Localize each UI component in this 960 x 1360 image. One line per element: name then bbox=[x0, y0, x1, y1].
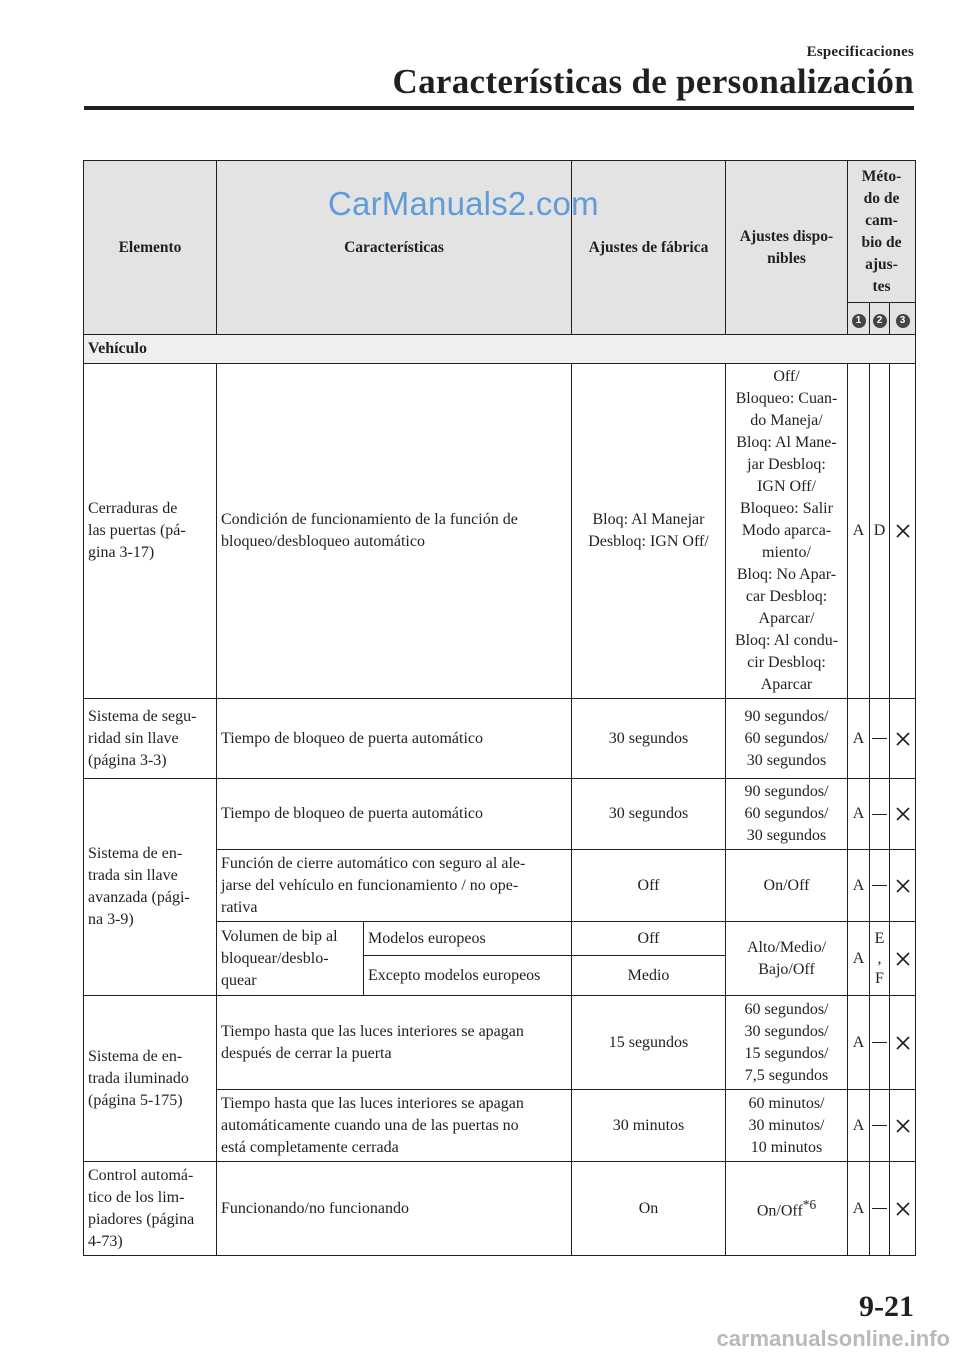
method-1-cell: A bbox=[848, 850, 870, 922]
item-cell: Sistema de segu- ridad sin llave (página 3-3) bbox=[84, 699, 217, 779]
factory-cell: Off bbox=[572, 922, 726, 956]
x-mark-icon bbox=[896, 1119, 910, 1133]
method-2-cell bbox=[870, 699, 890, 779]
page-number: 9-21 bbox=[859, 1290, 914, 1323]
method-2-cell bbox=[870, 1162, 890, 1256]
method-3-cell bbox=[890, 922, 916, 996]
feature-cell: Volumen de bip al bloquear/desblo- quear bbox=[217, 922, 364, 996]
footer-watermark: carmanualsonline.info bbox=[716, 1326, 950, 1351]
subfeature-cell: Modelos europeos bbox=[364, 922, 572, 956]
x-mark-icon bbox=[896, 732, 910, 746]
table-row bbox=[84, 779, 916, 850]
dash-icon bbox=[872, 1125, 887, 1126]
subfeature-cell: Excepto modelos europeos bbox=[364, 956, 572, 996]
method-3-cell bbox=[890, 779, 916, 850]
method-3-cell bbox=[890, 699, 916, 779]
method-1-cell: A bbox=[848, 1090, 870, 1162]
method-3-header bbox=[890, 303, 916, 335]
available-cell: 90 segundos/ 60 segundos/ 30 segundos bbox=[726, 779, 848, 850]
method-3-cell bbox=[890, 850, 916, 922]
available-cell: On/Off bbox=[726, 850, 848, 922]
title-rule bbox=[84, 106, 914, 110]
factory-cell: Off bbox=[572, 850, 726, 922]
method-3-icon: 3 bbox=[896, 314, 910, 328]
method-2-cell bbox=[870, 1090, 890, 1162]
section-label: Especificaciones bbox=[806, 44, 914, 60]
method-1-header bbox=[848, 303, 870, 335]
header-caracteristicas: Características bbox=[217, 161, 572, 335]
factory-cell: 30 segundos bbox=[572, 699, 726, 779]
x-mark-icon bbox=[896, 524, 910, 538]
method-1-cell: A bbox=[848, 364, 870, 699]
method-3-cell bbox=[890, 364, 916, 699]
section-vehiculo: Vehículo bbox=[84, 335, 916, 364]
x-mark-icon bbox=[896, 1202, 910, 1216]
method-1-cell: A bbox=[848, 779, 870, 850]
method-3-cell bbox=[890, 1162, 916, 1256]
feature-cell: Función de cierre automático con seguro al ale- jarse del vehículo en funcionamiento / no ope- rativa bbox=[217, 850, 572, 922]
method-1-icon: 1 bbox=[852, 314, 866, 328]
feature-cell: Tiempo de bloqueo de puerta automático bbox=[217, 779, 572, 850]
table-row bbox=[84, 996, 916, 1090]
method-1-cell: A bbox=[848, 996, 870, 1090]
table-row bbox=[84, 1162, 916, 1256]
item-cell: Sistema de en- trada iluminado (página 5-175) bbox=[84, 996, 217, 1162]
feature-cell: Funcionando/no funcionando bbox=[217, 1162, 572, 1256]
method-2-icon: 2 bbox=[873, 314, 887, 328]
available-cell: On/Off$^{*6}$ bbox=[726, 1162, 848, 1256]
item-cell: Cerraduras de las puertas (pá- gina 3-17) bbox=[84, 364, 217, 699]
header-ajustes-fabrica: Ajustes de fábrica bbox=[572, 161, 726, 335]
x-mark-icon bbox=[896, 879, 910, 893]
factory-cell: Medio bbox=[572, 956, 726, 996]
dash-icon bbox=[872, 814, 887, 815]
x-mark-icon bbox=[896, 952, 910, 966]
header-elemento: Elemento bbox=[84, 161, 217, 335]
feature-cell: Condición de funcionamiento de la función de bloqueo/desbloqueo automático bbox=[217, 364, 572, 699]
feature-cell: Tiempo de bloqueo de puerta automático bbox=[217, 699, 572, 779]
method-2-cell bbox=[870, 850, 890, 922]
factory-cell: 15 segundos bbox=[572, 996, 726, 1090]
method-2-cell bbox=[870, 779, 890, 850]
x-mark-icon bbox=[896, 1036, 910, 1050]
dash-icon bbox=[872, 738, 887, 739]
factory-cell: 30 minutos bbox=[572, 1090, 726, 1162]
method-1-cell: A bbox=[848, 1162, 870, 1256]
method-2-header bbox=[870, 303, 890, 335]
feature-cell: Tiempo hasta que las luces interiores se apagan después de cerrar la puerta bbox=[217, 996, 572, 1090]
method-2-cell: D bbox=[870, 364, 890, 699]
customization-table bbox=[83, 160, 916, 1256]
dash-icon bbox=[872, 1042, 887, 1043]
factory-cell: Bloq: Al Manejar Desbloq: IGN Off/ bbox=[572, 364, 726, 699]
feature-cell: Tiempo hasta que las luces interiores se apagan automáticamente cuando una de las puertas no está completamente cerrada bbox=[217, 1090, 572, 1162]
available-cell: 90 segundos/ 60 segundos/ 30 segundos bbox=[726, 699, 848, 779]
method-1-cell: A bbox=[848, 922, 870, 996]
watermark: CarManuals2.com bbox=[328, 185, 599, 222]
dash-icon bbox=[872, 1208, 887, 1209]
method-3-cell bbox=[890, 1090, 916, 1162]
footnote-ref: *6 bbox=[802, 1197, 817, 1213]
item-cell: Sistema de en- trada sin llave avanzada (pági- na 3-9) bbox=[84, 779, 217, 996]
method-2-cell bbox=[870, 996, 890, 1090]
header-ajustes-disponibles: Ajustes dispo- nibles bbox=[726, 161, 848, 335]
method-2-cell: E , F bbox=[870, 922, 890, 996]
factory-cell: 30 segundos bbox=[572, 779, 726, 850]
dash-icon bbox=[872, 885, 887, 886]
available-cell: Off/ Bloqueo: Cuan- do Maneja/ Bloq: Al Mane- jar Desbloq: IGN Off/ Bloqueo: Salir Modo aparca- miento/ Bloq: No Apar- car Desbloq: Aparcar/ Bloq: Al condu- cir Desbloq: Aparcar bbox=[726, 364, 848, 699]
header-metodo-cambio: Méto- do de cam- bio de ajus- tes bbox=[848, 161, 916, 303]
available-cell: Alto/Medio/ Bajo/Off bbox=[726, 922, 848, 996]
table-row bbox=[84, 699, 916, 779]
method-1-cell: A bbox=[848, 699, 870, 779]
factory-cell: On bbox=[572, 1162, 726, 1256]
available-cell: 60 minutos/ 30 minutos/ 10 minutos bbox=[726, 1090, 848, 1162]
table-row bbox=[84, 364, 916, 699]
available-cell: 60 segundos/ 30 segundos/ 15 segundos/ 7,5 segundos bbox=[726, 996, 848, 1090]
x-mark-icon bbox=[896, 807, 910, 821]
page-title: Características de personalización bbox=[392, 62, 914, 101]
item-cell: Control automá- tico de los lim- piadores (página 4-73) bbox=[84, 1162, 217, 1256]
method-3-cell bbox=[890, 996, 916, 1090]
